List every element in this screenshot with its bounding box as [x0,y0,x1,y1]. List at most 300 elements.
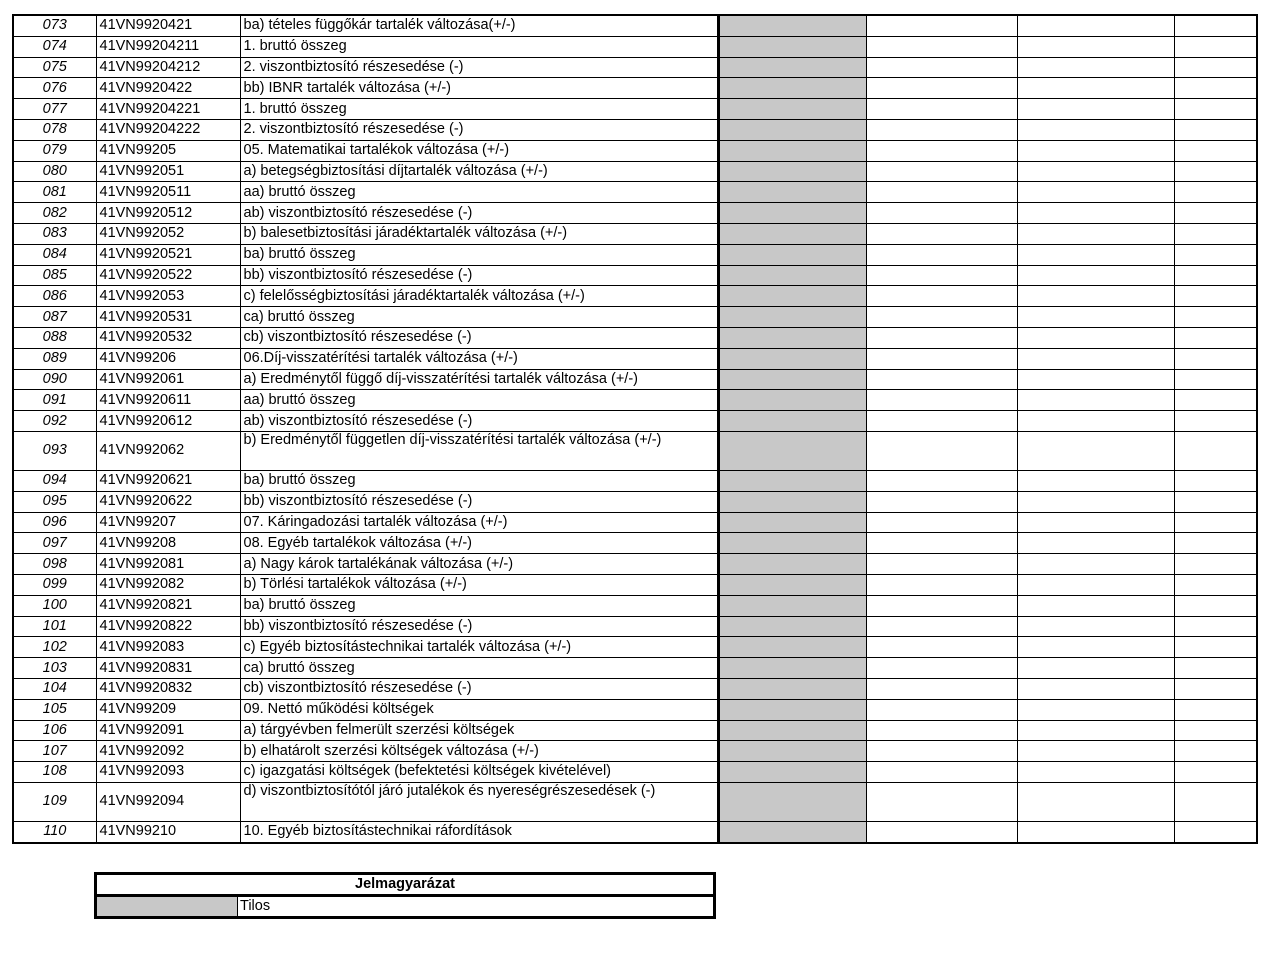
value-cell[interactable] [1174,554,1257,575]
value-cell[interactable] [1174,678,1257,699]
value-cell[interactable] [866,658,1017,679]
row-description: b) balesetbiztosítási járadéktartalék változása (+/-) [240,223,718,244]
row-number: 109 [13,782,96,821]
value-cell[interactable] [866,821,1017,842]
forbidden-cell [718,470,866,491]
row-number: 083 [13,223,96,244]
row-number: 099 [13,574,96,595]
row-number: 105 [13,699,96,720]
forbidden-cell [718,762,866,783]
row-number: 074 [13,36,96,57]
table-row [13,741,1257,762]
forbidden-cell [718,637,866,658]
table-row [13,286,1257,307]
row-code: 41VN9920531 [96,307,240,328]
value-cell[interactable] [1174,574,1257,595]
forbidden-cell [718,78,866,99]
row-number: 104 [13,678,96,699]
row-code: 41VN9920511 [96,182,240,203]
table-row [13,119,1257,140]
row-number: 103 [13,658,96,679]
row-code: 41VN992062 [96,431,240,470]
row-number: 106 [13,720,96,741]
value-cell[interactable] [866,15,1017,36]
row-code: 41VN9920831 [96,658,240,679]
row-description: b) elhatárolt szerzési költségek változása (+/-) [240,741,718,762]
forbidden-cell [718,720,866,741]
value-cell[interactable] [866,431,1017,470]
row-number: 093 [13,431,96,470]
forbidden-cell [718,369,866,390]
row-code: 41VN99204221 [96,99,240,120]
row-description: bb) IBNR tartalék változása (+/-) [240,78,718,99]
row-description: ca) bruttó összeg [240,307,718,328]
table-row [13,223,1257,244]
value-cell[interactable] [1017,161,1174,182]
table-row [13,140,1257,161]
row-description: 2. viszontbiztosító részesedése (-) [240,119,718,140]
forbidden-cell [718,182,866,203]
forbidden-cell [718,699,866,720]
table-row [13,161,1257,182]
value-cell[interactable] [1174,36,1257,57]
value-cell[interactable] [1017,616,1174,637]
value-cell[interactable] [866,99,1017,120]
row-description: c) igazgatási költségek (befektetési költségek kivételével) [240,762,718,783]
value-cell[interactable] [1017,741,1174,762]
value-cell[interactable] [1017,390,1174,411]
forbidden-cell [718,741,866,762]
value-cell[interactable] [1174,390,1257,411]
forbidden-cell [718,658,866,679]
value-cell[interactable] [1017,369,1174,390]
forbidden-cell [718,244,866,265]
value-cell[interactable] [866,161,1017,182]
forbidden-cell [718,57,866,78]
table-row [13,78,1257,99]
forbidden-cell [718,390,866,411]
row-number: 073 [13,15,96,36]
value-cell[interactable] [1174,699,1257,720]
value-cell[interactable] [1174,821,1257,842]
value-cell[interactable] [866,554,1017,575]
row-number: 110 [13,821,96,842]
value-cell[interactable] [866,140,1017,161]
row-number: 101 [13,616,96,637]
value-cell[interactable] [1017,78,1174,99]
row-description: a) tárgyévben felmerült szerzési költségek [240,720,718,741]
row-description: c) felelősségbiztosítási járadéktartalék változása (+/-) [240,286,718,307]
row-number: 089 [13,348,96,369]
table-row [13,15,1257,36]
value-cell[interactable] [1174,411,1257,432]
value-cell[interactable] [866,741,1017,762]
value-cell[interactable] [866,595,1017,616]
table-row [13,554,1257,575]
row-code: 41VN9920621 [96,470,240,491]
row-description: 05. Matematikai tartalékok változása (+/-) [240,140,718,161]
value-cell[interactable] [1017,720,1174,741]
value-cell[interactable] [1017,762,1174,783]
value-cell[interactable] [1017,57,1174,78]
value-cell[interactable] [1174,762,1257,783]
table-row [13,182,1257,203]
row-description: a) betegségbiztosítási díjtartalék változása (+/-) [240,161,718,182]
forbidden-cell [718,223,866,244]
table-row [13,470,1257,491]
value-cell[interactable] [1017,782,1174,821]
value-cell[interactable] [1017,574,1174,595]
forbidden-cell [718,574,866,595]
row-description: ba) bruttó összeg [240,595,718,616]
value-cell[interactable] [1174,119,1257,140]
row-description: a) Eredménytől függő díj-visszatérítési tartalék változása (+/-) [240,369,718,390]
table-row [13,762,1257,783]
value-cell[interactable] [866,307,1017,328]
row-description: bb) viszontbiztosító részesedése (-) [240,616,718,637]
row-number: 084 [13,244,96,265]
value-cell[interactable] [1017,554,1174,575]
table-row [13,369,1257,390]
value-cell[interactable] [1017,491,1174,512]
value-cell[interactable] [866,369,1017,390]
forbidden-cell [718,140,866,161]
value-cell[interactable] [1174,140,1257,161]
table-row [13,699,1257,720]
row-code: 41VN99205 [96,140,240,161]
legend-label-forbidden: Tilos [238,896,715,918]
row-number: 098 [13,554,96,575]
value-cell[interactable] [1174,57,1257,78]
value-cell[interactable] [1174,223,1257,244]
row-code: 41VN9920612 [96,411,240,432]
forbidden-cell [718,348,866,369]
row-code: 41VN9920422 [96,78,240,99]
value-cell[interactable] [1017,658,1174,679]
row-code: 41VN99204222 [96,119,240,140]
row-code: 41VN99204212 [96,57,240,78]
row-description: ab) viszontbiztosító részesedése (-) [240,411,718,432]
row-number: 092 [13,411,96,432]
row-number: 076 [13,78,96,99]
value-cell[interactable] [1017,699,1174,720]
row-code: 41VN9920611 [96,390,240,411]
row-number: 100 [13,595,96,616]
row-description: ca) bruttó összeg [240,658,718,679]
value-cell[interactable] [1174,491,1257,512]
row-code: 41VN99210 [96,821,240,842]
row-code: 41VN9920622 [96,491,240,512]
table-row [13,327,1257,348]
row-description: ba) bruttó összeg [240,470,718,491]
row-description: cb) viszontbiztosító részesedése (-) [240,678,718,699]
value-cell[interactable] [1017,512,1174,533]
table-row [13,491,1257,512]
table-row [13,348,1257,369]
value-cell[interactable] [1017,244,1174,265]
value-cell[interactable] [866,512,1017,533]
forbidden-cell [718,554,866,575]
value-cell[interactable] [866,327,1017,348]
value-cell[interactable] [1017,36,1174,57]
forbidden-cell [718,99,866,120]
row-description: ba) bruttó összeg [240,244,718,265]
value-cell[interactable] [1174,533,1257,554]
value-cell[interactable] [1017,286,1174,307]
value-cell[interactable] [1174,182,1257,203]
legend-title: Jelmagyarázat [96,874,715,896]
forbidden-cell [718,36,866,57]
value-cell[interactable] [866,286,1017,307]
row-description: b) Törlési tartalékok változása (+/-) [240,574,718,595]
table-row [13,616,1257,637]
value-cell[interactable] [1174,265,1257,286]
row-code: 41VN99207 [96,512,240,533]
value-cell[interactable] [1017,411,1174,432]
value-cell[interactable] [1174,782,1257,821]
row-description: bb) viszontbiztosító részesedése (-) [240,265,718,286]
value-cell[interactable] [1174,99,1257,120]
value-cell[interactable] [866,616,1017,637]
table-row [13,533,1257,554]
row-number: 075 [13,57,96,78]
value-cell[interactable] [866,36,1017,57]
value-cell[interactable] [866,223,1017,244]
forbidden-cell [718,678,866,699]
value-cell[interactable] [1017,119,1174,140]
forbidden-cell [718,431,866,470]
forbidden-cell [718,286,866,307]
value-cell[interactable] [1017,637,1174,658]
row-number: 091 [13,390,96,411]
forbidden-cell [718,533,866,554]
row-number: 088 [13,327,96,348]
row-number: 090 [13,369,96,390]
forbidden-cell [718,782,866,821]
value-cell[interactable] [1174,658,1257,679]
forbidden-cell [718,15,866,36]
row-number: 081 [13,182,96,203]
value-cell[interactable] [866,699,1017,720]
forbidden-cell [718,512,866,533]
value-cell[interactable] [866,244,1017,265]
row-code: 41VN9920421 [96,15,240,36]
forbidden-cell [718,203,866,224]
value-cell[interactable] [866,265,1017,286]
forbidden-cell [718,616,866,637]
row-code: 41VN9920521 [96,244,240,265]
row-description: b) Eredménytől független díj-visszatérítési tartalék változása (+/-) [240,431,718,470]
row-number: 094 [13,470,96,491]
value-cell[interactable] [1174,431,1257,470]
row-number: 095 [13,491,96,512]
table-row [13,658,1257,679]
row-number: 097 [13,533,96,554]
value-cell[interactable] [1017,431,1174,470]
row-description: aa) bruttó összeg [240,182,718,203]
row-code: 41VN9920512 [96,203,240,224]
value-cell[interactable] [1017,223,1174,244]
row-description: 2. viszontbiztosító részesedése (-) [240,57,718,78]
row-description: cb) viszontbiztosító részesedése (-) [240,327,718,348]
row-description: c) Egyéb biztosítástechnikai tartalék változása (+/-) [240,637,718,658]
table-row [13,637,1257,658]
value-cell[interactable] [866,720,1017,741]
row-code: 41VN99206 [96,348,240,369]
row-number: 077 [13,99,96,120]
row-description: d) viszontbiztosítótól járó jutalékok és nyereségrészesedések (-) [240,782,718,821]
value-cell[interactable] [1017,533,1174,554]
value-cell[interactable] [1174,720,1257,741]
value-cell[interactable] [1017,595,1174,616]
table-row [13,265,1257,286]
legend-swatch-forbidden [96,896,238,918]
value-cell[interactable] [866,574,1017,595]
row-code: 41VN992052 [96,223,240,244]
row-number: 107 [13,741,96,762]
row-code: 41VN992053 [96,286,240,307]
row-code: 41VN992092 [96,741,240,762]
value-cell[interactable] [1017,470,1174,491]
row-code: 41VN992091 [96,720,240,741]
value-cell[interactable] [1017,307,1174,328]
value-cell[interactable] [1174,637,1257,658]
forbidden-cell [718,595,866,616]
forbidden-cell [718,821,866,842]
row-code: 41VN992083 [96,637,240,658]
value-cell[interactable] [1017,203,1174,224]
value-cell[interactable] [866,119,1017,140]
value-cell[interactable] [866,782,1017,821]
value-cell[interactable] [866,762,1017,783]
value-cell[interactable] [866,470,1017,491]
table-row [13,390,1257,411]
table-row [13,512,1257,533]
value-cell[interactable] [1017,265,1174,286]
value-cell[interactable] [866,491,1017,512]
value-cell[interactable] [1174,369,1257,390]
table-body [13,15,1257,843]
value-cell[interactable] [1174,203,1257,224]
row-description: ba) tételes függőkár tartalék változása(+/-) [240,15,718,36]
value-cell[interactable] [866,203,1017,224]
value-cell[interactable] [1017,99,1174,120]
row-description: bb) viszontbiztosító részesedése (-) [240,491,718,512]
row-description: 10. Egyéb biztosítástechnikai ráfordítások [240,821,718,842]
row-description: a) Nagy károk tartalékának változása (+/-) [240,554,718,575]
table-row [13,821,1257,842]
table-row [13,36,1257,57]
row-code: 41VN99209 [96,699,240,720]
value-cell[interactable] [866,57,1017,78]
row-description: aa) bruttó összeg [240,390,718,411]
value-cell[interactable] [1174,244,1257,265]
row-code: 41VN99208 [96,533,240,554]
value-cell[interactable] [1174,348,1257,369]
table-row [13,720,1257,741]
row-description: 1. bruttó összeg [240,99,718,120]
value-cell[interactable] [866,348,1017,369]
row-description: 09. Nettó működési költségek [240,699,718,720]
row-description: 08. Egyéb tartalékok változása (+/-) [240,533,718,554]
legend-table [94,872,716,919]
value-cell[interactable] [1174,616,1257,637]
value-cell[interactable] [1174,78,1257,99]
row-description: 1. bruttó összeg [240,36,718,57]
table-row [13,431,1257,470]
row-number: 102 [13,637,96,658]
forbidden-cell [718,491,866,512]
forbidden-cell [718,411,866,432]
value-cell[interactable] [1174,327,1257,348]
row-number: 096 [13,512,96,533]
value-cell[interactable] [1017,140,1174,161]
legend-row [96,896,715,918]
table-row [13,307,1257,328]
row-number: 079 [13,140,96,161]
value-cell[interactable] [1174,470,1257,491]
forbidden-cell [718,119,866,140]
value-cell[interactable] [866,533,1017,554]
value-cell[interactable] [866,390,1017,411]
row-number: 078 [13,119,96,140]
value-cell[interactable] [1017,15,1174,36]
forbidden-cell [718,161,866,182]
value-cell[interactable] [866,411,1017,432]
row-number: 082 [13,203,96,224]
row-number: 080 [13,161,96,182]
table-row [13,678,1257,699]
value-cell[interactable] [866,78,1017,99]
value-cell[interactable] [1174,286,1257,307]
table-row [13,203,1257,224]
value-cell[interactable] [1174,595,1257,616]
value-cell[interactable] [866,182,1017,203]
row-code: 41VN9920532 [96,327,240,348]
table-row [13,244,1257,265]
value-cell[interactable] [1017,678,1174,699]
value-cell[interactable] [1174,15,1257,36]
value-cell[interactable] [866,678,1017,699]
data-table [12,14,1258,844]
row-code: 41VN992094 [96,782,240,821]
value-cell[interactable] [1017,327,1174,348]
row-code: 41VN9920832 [96,678,240,699]
row-number: 108 [13,762,96,783]
row-code: 41VN992093 [96,762,240,783]
row-code: 41VN9920822 [96,616,240,637]
row-code: 41VN992051 [96,161,240,182]
value-cell[interactable] [1017,348,1174,369]
row-code: 41VN992082 [96,574,240,595]
value-cell[interactable] [1174,307,1257,328]
row-number: 087 [13,307,96,328]
table-row [13,411,1257,432]
row-code: 41VN99204211 [96,36,240,57]
table-row [13,574,1257,595]
value-cell[interactable] [1017,821,1174,842]
value-cell[interactable] [1017,182,1174,203]
value-cell[interactable] [866,637,1017,658]
value-cell[interactable] [1174,161,1257,182]
row-description: 07. Káringadozási tartalék változása (+/-) [240,512,718,533]
table-row [13,782,1257,821]
value-cell[interactable] [1174,741,1257,762]
row-number: 086 [13,286,96,307]
value-cell[interactable] [1174,512,1257,533]
row-code: 41VN9920522 [96,265,240,286]
row-description: 06.Díj-visszatérítési tartalék változása (+/-) [240,348,718,369]
